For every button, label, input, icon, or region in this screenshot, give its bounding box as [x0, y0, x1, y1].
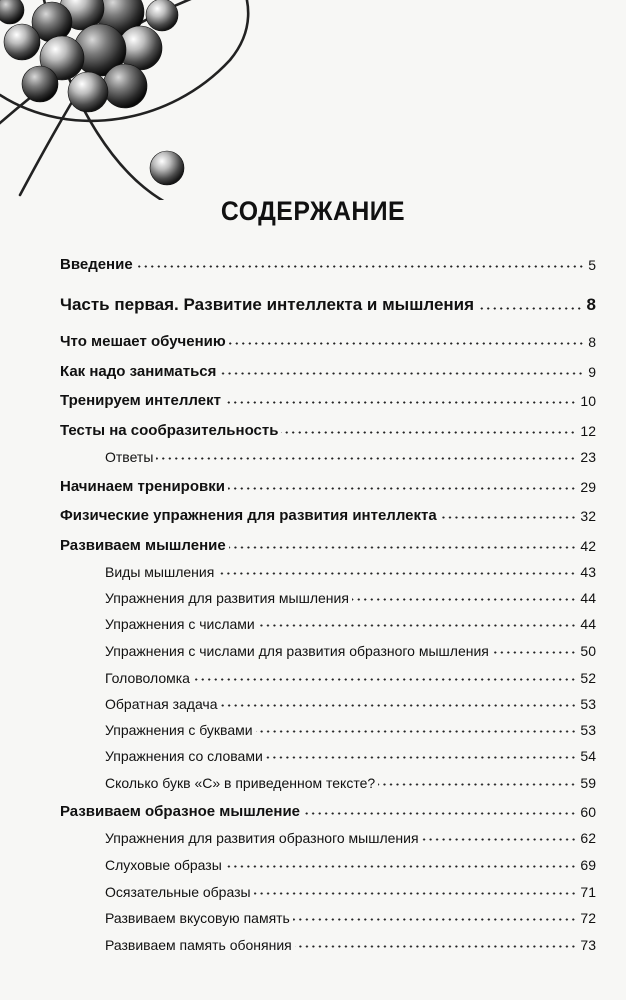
toc-entry-page: 44: [580, 616, 596, 632]
toc-entry: [105, 441, 596, 465]
toc-entry-page: 53: [580, 696, 596, 712]
toc-entry-title: Физические упражнения для развития интеллекта: [60, 507, 437, 524]
toc-entry-page: 69: [580, 857, 596, 873]
toc-entry-page: 73: [580, 937, 596, 953]
dot-leader: [295, 945, 577, 948]
toc-entry-page: 42: [580, 538, 596, 554]
toc-entry-page: 53: [580, 722, 596, 738]
toc-entry-page: 59: [580, 775, 596, 791]
toc-entry: [105, 929, 596, 953]
toc-entry: [105, 688, 596, 712]
dot-leader: [440, 516, 577, 519]
toc-entry-title: Упражнения с числами: [105, 616, 255, 632]
toc-entry-title: Ответы: [105, 449, 154, 465]
dot-leader: [224, 401, 577, 404]
toc-entry: [60, 530, 596, 554]
toc-entry-title: Что мешает обучению: [60, 333, 226, 350]
toc-entry-page: 62: [580, 830, 596, 846]
toc-entry-page: 32: [580, 508, 596, 524]
toc-entry-page: 10: [580, 393, 596, 409]
toc-entry-title: Начинаем тренировки: [60, 478, 225, 495]
toc-entry-page: 12: [580, 423, 596, 439]
toc-entry: [105, 876, 596, 900]
toc-entry-title: Упражнения для развития мышления: [105, 590, 349, 606]
toc-entry-title: Упражнения с числами для развития образного мышления: [105, 643, 489, 659]
toc-entry-page: 8: [586, 295, 596, 314]
toc-entry-title: Тренируем интеллект: [60, 392, 221, 409]
toc-entry: [105, 767, 596, 791]
toc-entry: [60, 796, 596, 820]
toc-entry-title: Осязательные образы: [105, 884, 251, 900]
toc-entry: [60, 385, 596, 409]
toc-entry: [105, 556, 596, 580]
dot-leader: [217, 572, 576, 575]
toc-entry-title: Сколько букв «С» в приведенном тексте?: [105, 775, 376, 791]
toc-entry-title: Как надо заниматься: [60, 363, 217, 380]
dot-leader: [136, 265, 585, 268]
toc-entry: [105, 740, 596, 764]
dot-leader: [225, 865, 577, 868]
dot-leader: [229, 546, 577, 549]
toc-entry-title: Виды мышления: [105, 564, 215, 580]
dot-leader: [254, 892, 577, 895]
toc-entry-page: 5: [588, 257, 596, 273]
toc-entry: [105, 662, 596, 686]
toc-entry-page: 29: [580, 479, 596, 495]
toc-entry-page: 44: [580, 590, 596, 606]
toc-entry: [105, 849, 596, 873]
toc-entry-title: Тесты на сообразительность: [60, 422, 279, 439]
toc-entry-page: 71: [580, 884, 596, 900]
toc-entry: [60, 471, 596, 495]
dot-leader: [228, 487, 576, 490]
dot-leader: [266, 756, 577, 759]
toc-entry-title: Упражнения для развития образного мышления: [105, 830, 419, 846]
dot-leader: [219, 372, 584, 375]
dot-leader: [293, 918, 577, 921]
dot-leader: [156, 457, 576, 460]
toc-entry: [105, 714, 596, 738]
dot-leader: [477, 307, 582, 310]
dot-leader: [193, 678, 576, 681]
toc-entry-page: 50: [580, 643, 596, 659]
toc-entry-title: Слуховые образы: [105, 857, 222, 873]
toc-entry: [105, 822, 596, 846]
toc-entry-page: 60: [580, 804, 596, 820]
dot-leader: [492, 651, 577, 654]
toc-entry: [60, 415, 596, 439]
toc-entry-title: Развиваем мышление: [60, 537, 226, 554]
toc-entry-page: 72: [580, 910, 596, 926]
dot-leader: [352, 598, 576, 601]
toc-entry: [60, 249, 596, 273]
dot-leader: [378, 783, 576, 786]
toc-entry: [60, 500, 596, 524]
dot-leader: [258, 624, 577, 627]
atom-icon: [0, 0, 626, 200]
toc-entry: [105, 635, 596, 659]
toc-entry-title: Развиваем память обоняния: [105, 937, 292, 953]
dot-leader: [303, 812, 576, 815]
toc-entry-title: Упражнения с буквами: [105, 722, 253, 738]
toc-entry-title: Упражнения со словами: [105, 748, 263, 764]
toc-entry-title: Введение: [60, 256, 133, 273]
toc-entry-title: Обратная задача: [105, 696, 218, 712]
dot-leader: [221, 704, 577, 707]
toc-entry-page: 23: [580, 449, 596, 465]
dot-leader: [281, 431, 576, 434]
toc-entry-page: 8: [588, 334, 596, 350]
toc-entry-page: 52: [580, 670, 596, 686]
toc-entry: [60, 356, 596, 380]
toc-entry: [105, 608, 596, 632]
toc-entry: [105, 902, 596, 926]
toc-entry: [60, 291, 596, 315]
toc-entry-title: Развиваем образное мышление: [60, 803, 301, 820]
dot-leader: [256, 730, 577, 733]
toc-entry-title: Развиваем вкусовую память: [105, 910, 290, 926]
toc-entry-page: 43: [580, 564, 596, 580]
toc-entry: [105, 582, 596, 606]
dot-leader: [229, 342, 585, 345]
toc-entry-page: 54: [580, 748, 596, 764]
toc-entry-title: Головоломка: [105, 670, 190, 686]
toc-entry-title: Часть первая. Развитие интеллекта и мышления: [60, 295, 475, 314]
toc-entry: [60, 326, 596, 350]
dot-leader: [422, 838, 577, 841]
page-title: СОДЕРЖАНИЕ: [220, 196, 406, 226]
toc-entry-page: 9: [588, 364, 596, 380]
